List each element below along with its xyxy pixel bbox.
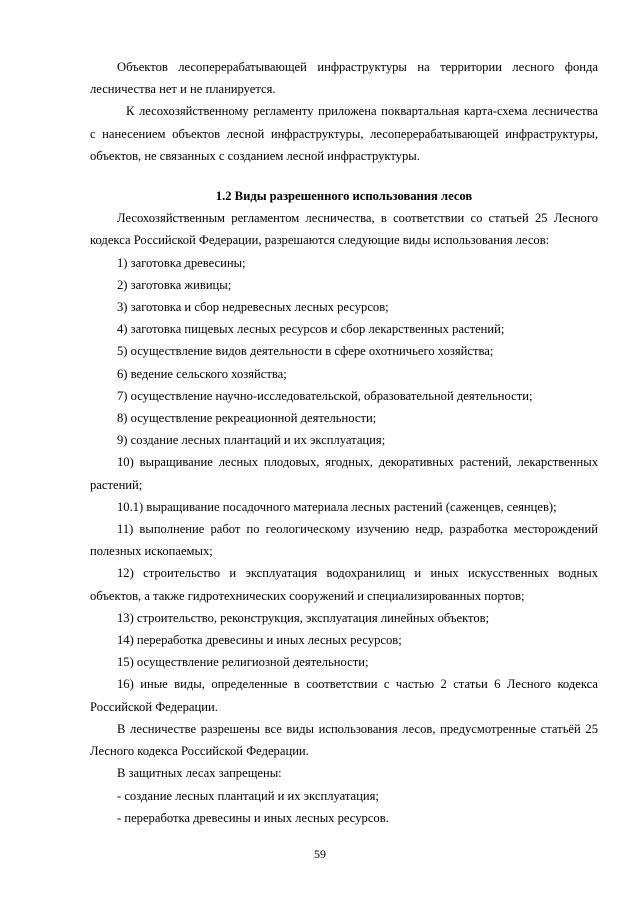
protective-bans-list: [90, 785, 598, 829]
list-item: - переработка древесины и иных лесных ресурсов.: [117, 810, 389, 825]
closing-paragraph: В лесничестве разрешены все виды использования лесов, предусмотренные статьёй 25 Лесного кодекса Российской Федерации.: [90, 721, 598, 759]
list-item: 8) осуществление рекреационной деятельности;: [117, 411, 377, 426]
list-item: 15) осуществление религиозной деятельности;: [117, 655, 369, 670]
list-item: 16) иные виды, определенные в соответствии с частью 2 статьи 6 Лесного кодекса Российской Федерации.: [90, 677, 598, 714]
list-item: 6) ведение сельского хозяйства;: [117, 366, 287, 381]
list-item: 7) осуществление научно-исследовательской, образовательной деятельности;: [117, 388, 533, 403]
list-item: 13) строительство, реконструкция, эксплуатация линейных объектов;: [117, 610, 490, 625]
list-item: 10.1) выращивание посадочного материала лесных растений (саженцев, сеянцев);: [117, 499, 557, 514]
intro-paragraph-1: Объектов лесоперерабатывающей инфраструктуры на территории лесного фонда лесничества нет и не планируется.: [90, 60, 598, 97]
list-item: 9) создание лесных плантаций и их эксплуатация;: [117, 433, 386, 448]
uses-list: [90, 252, 598, 718]
list-item: 14) переработка древесины и иных лесных ресурсов;: [117, 633, 402, 648]
list-item: 4) заготовка пищевых лесных ресурсов и сбор лекарственных растений;: [117, 322, 505, 337]
list-item: 5) осуществление видов деятельности в сфере охотничьего хозяйства;: [117, 344, 494, 359]
list-item: - создание лесных плантаций и их эксплуатация;: [117, 788, 379, 803]
page-number: 59: [314, 847, 326, 861]
list-item: 1) заготовка древесины;: [117, 255, 246, 270]
list-item: 2) заготовка живицы;: [117, 277, 232, 292]
document-body: [90, 56, 598, 829]
protective-forests-intro: В защитных лесах запрещены:: [117, 766, 282, 781]
intro-paragraph-2: К лесохозяйственному регламенту приложена поквартальная карта-схема лесничества с нанесением объектов лесной инфраструктуры, лесоперерабатывающей инфраструктуры, объектов, не связанных с созданием лесной инфраструктуры.: [90, 104, 598, 163]
section-heading: 1.2 Виды разрешенного использования лесов: [215, 189, 473, 204]
list-item: 3) заготовка и сбор недревесных лесных ресурсов;: [117, 300, 389, 315]
list-item: 12) строительство и эксплуатация водохранилищ и иных искусственных водных объектов, а также гидротехнических сооружений и специализированных портов;: [90, 566, 598, 603]
list-item: 10) выращивание лесных плодовых, ягодных, декоративных растений, лекарственных растений;: [90, 455, 598, 492]
list-item: 11) выполнение работ по геологическому изучению недр, разработка месторождений полезных ископаемых;: [90, 522, 598, 559]
lead-paragraph: Лесохозяйственным регламентом лесничества, в соответствии со статьей 25 Лесного кодекса Российской Федерации, разрешаются следующие виды использования лесов:: [90, 211, 598, 248]
